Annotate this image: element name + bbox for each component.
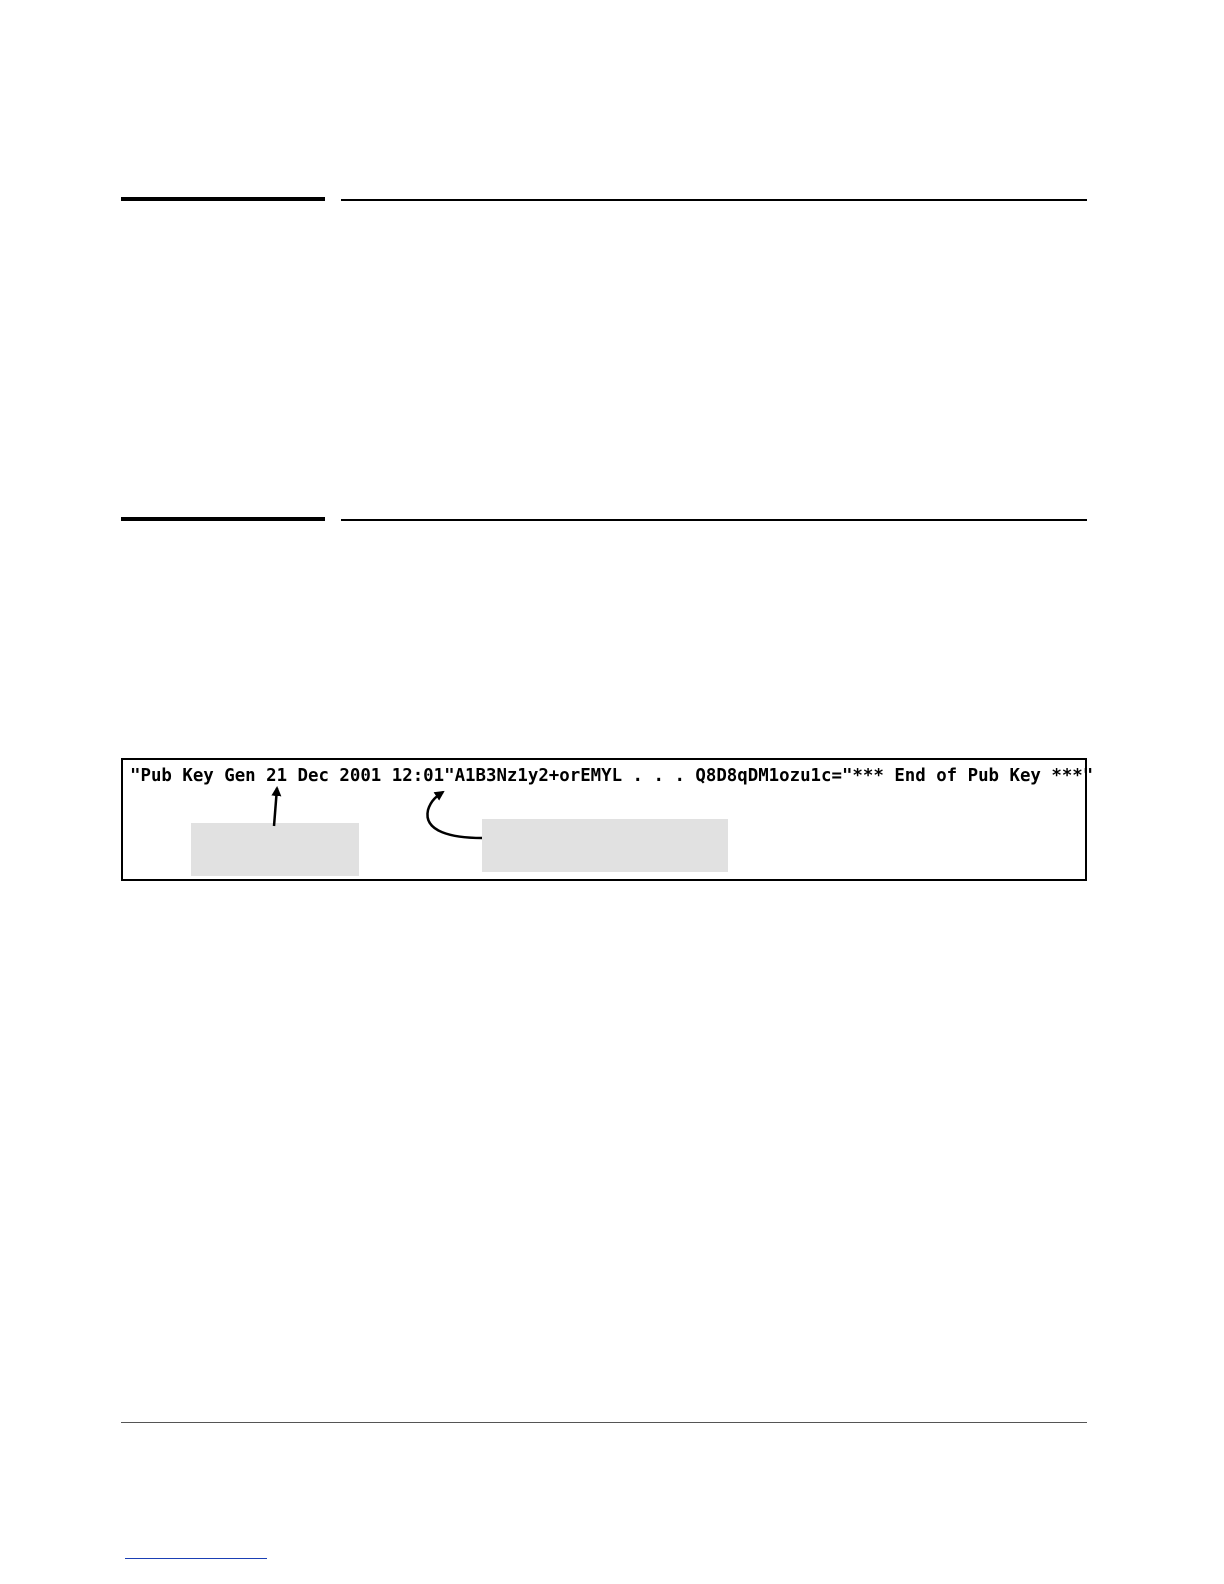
section-rule-thin-1: [341, 199, 1087, 201]
callout-box-key: [482, 819, 728, 872]
arrow-to-key: [427, 792, 482, 838]
section-rule-thin-2: [341, 519, 1087, 521]
footer-link-underline[interactable]: [125, 1558, 267, 1559]
arrow-to-date: [274, 788, 277, 826]
footer-rule: [121, 1422, 1087, 1423]
section-rule-thick-2: [121, 517, 325, 521]
callout-box-date: [191, 823, 359, 876]
public-key-text: "Pub Key Gen 21 Dec 2001 12:01"A1B3Nz1y2+orEMYL . . . Q8D8qDM1ozu1c="*** End of Pub Key ***": [130, 766, 1094, 786]
section-rule-thick-1: [121, 197, 325, 201]
public-key-figure: [121, 758, 1094, 881]
